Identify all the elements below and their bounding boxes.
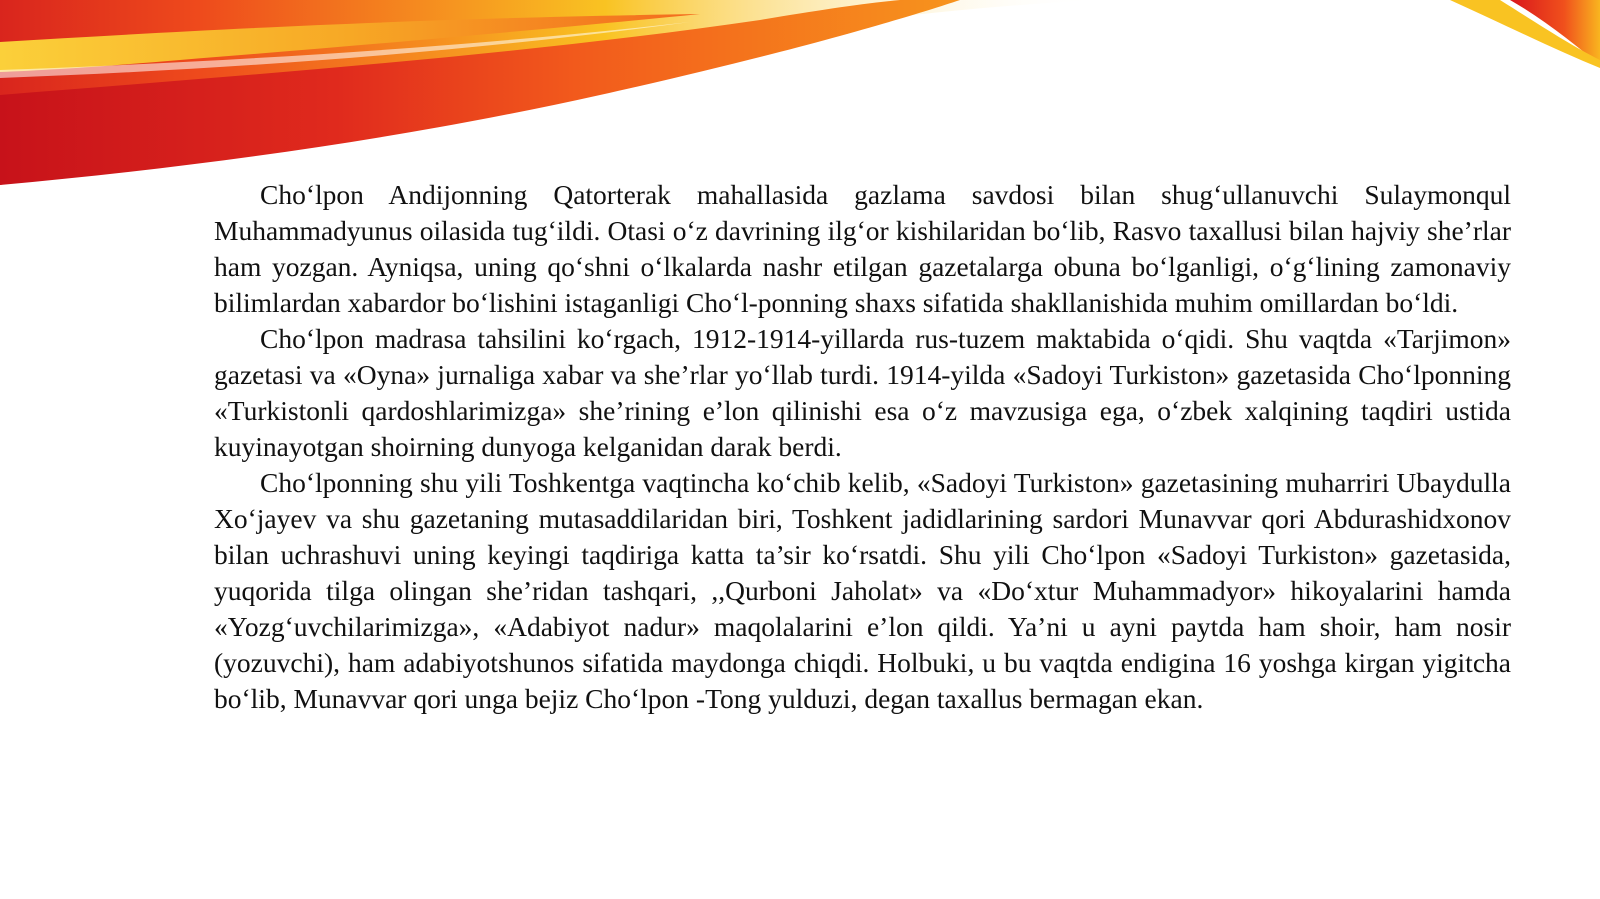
- header-swoosh-decoration: [0, 0, 1600, 200]
- paragraph-1: Cho‘lpon Andijonning Qatorterak mahallasida gazlama savdosi bilan shug‘ullanuvchi Sulaymonqul Muhammadyunus oilasida tug‘ildi. Otasi o‘z davrining ilg‘or kishilaridan bo‘lib, Rasvo taxallusi bilan hajviy she’rlar ham yozgan. Ayniqsa, uning qo‘shni o‘lkalarda nashr etilgan gazetalarga obuna bo‘lganligi, o‘g‘lining zamonaviy bilimlardan xabardor bo‘lishini istaganligi Cho‘l-ponning shaxs sifatida shakllanishida muhim omillardan bo‘ldi.: [214, 179, 1511, 318]
- body-text: [214, 177, 1511, 717]
- paragraph-3: Cho‘lponning shu yili Toshkentga vaqtincha ko‘chib kelib, «Sadoyi Turkiston» gazetasining muharriri Ubaydulla Xo‘jayev va shu gazetaning mutasaddilaridan biri, Toshkent jadidlarining sardori Munavvar qori Abdurashidxonov bilan uchrashuvi uning keyingi taqdiriga katta ta’sir ko‘rsatdi. Shu yili Cho‘lpon «Sadoyi Turkiston» gazetasida, yuqorida tilga olingan she’ridan tashqari, ,,Qurboni Jaholat» va «Do‘xtur Muhammadyor» hikoyalarini hamda «Yozg‘uvchilarimizga», «Adabiyot nadur» maqolalarini e’lon qildi. Ya’ni u ayni paytda ham shoir, ham nosir (yozuvchi), ham adabiyotshunos sifatida maydonga chiqdi. Holbuki, u bu vaqtda endigina 16 yoshga kirgan yigitcha bo‘lib, Munavvar qori unga bejiz Cho‘lpon -Tong yulduzi, degan taxallus bermagan ekan.: [214, 467, 1511, 714]
- paragraph-2: Cho‘lpon madrasa tahsilini ko‘rgach, 1912-1914-yillarda rus-tuzem maktabida o‘qidi. Shu vaqtda «Tarjimon» gazetasi va «Oyna» jurnaliga xabar va she’rlar yo‘llab turdi. 1914-yilda «Sadoyi Turkiston» gazetasida Cho‘lponning «Turkistonli qardoshlarimizga» she’rining e’lon qilinishi esa o‘z mavzusiga ega, o‘zbek xalqining taqdiri ustida kuyinayotgan shoirning dunyoga kelganidan darak berdi.: [214, 323, 1511, 462]
